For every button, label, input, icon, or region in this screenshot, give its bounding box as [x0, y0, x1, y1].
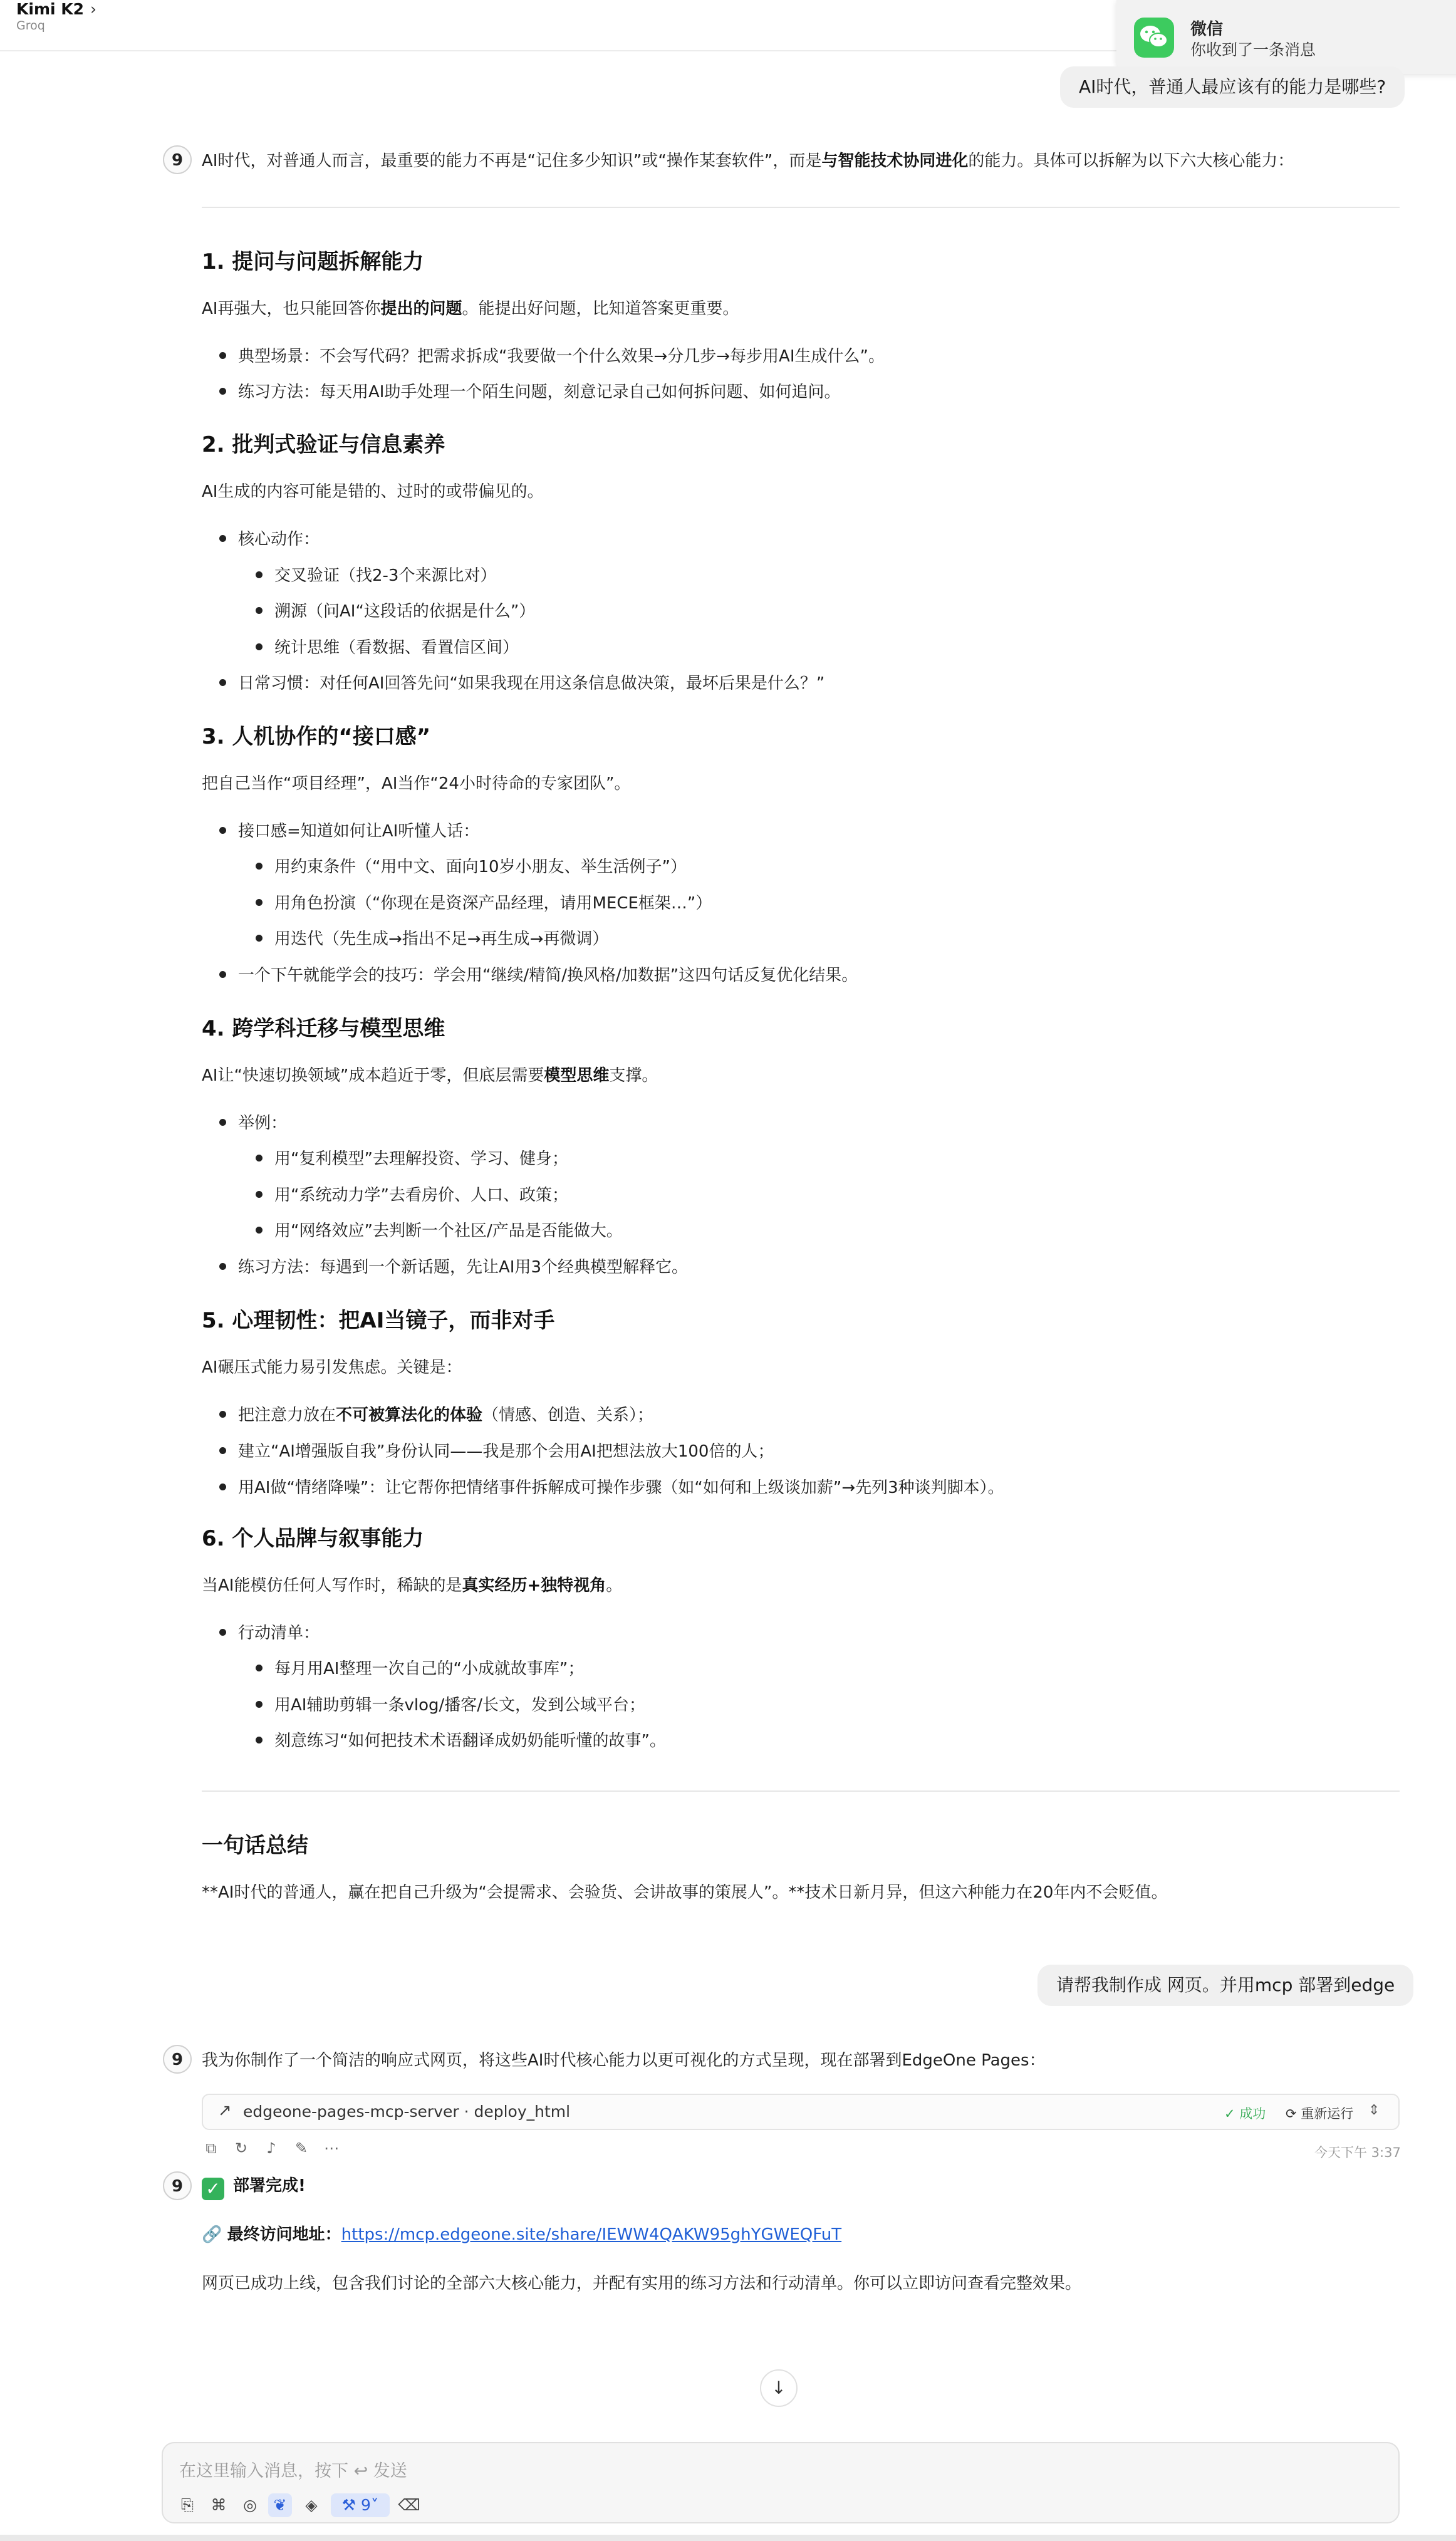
chevron-right-icon: ›: [90, 0, 97, 18]
list-item: 核心动作：: [238, 530, 320, 549]
hammer-icon: ⚒: [341, 2496, 361, 2514]
expand-toggle-icon[interactable]: ⇕: [1368, 2102, 1380, 2118]
chevron-down-icon: ˅: [370, 2496, 379, 2514]
list-item: 用AI做“情绪降噪”：让它帮你把情绪事件拆解成可操作步骤（如“如何和上级谈加薪”→先列3种谈判脚本）。: [238, 1478, 1004, 1497]
list-item: 练习方法：每遇到一个新话题，先让AI用3个经典模型解释它。: [238, 1258, 688, 1277]
wechat-icon: [1134, 18, 1174, 58]
model-name: Kimi K2: [16, 0, 85, 18]
user-message: AI时代，普通人最应该有的能力是哪些?: [1060, 66, 1405, 108]
more-icon[interactable]: ⋯: [324, 2139, 339, 2157]
copy-icon[interactable]: ⧉: [205, 2139, 217, 2157]
bullet: [256, 899, 263, 906]
section-heading: 6. 个人品牌与叙事能力: [202, 1526, 424, 1551]
sub-list-item: 每月用AI整理一次自己的“小成就故事库”；: [274, 1660, 585, 1678]
deploy-url-line: 🔗 最终访问地址：https://mcp.edgeone.site/share/IEWW4QAKW95ghYGWEQFuT: [202, 2225, 842, 2244]
assistant-avatar: 9: [163, 2045, 192, 2074]
summary-text: **AI时代的普通人，赢在把自己升级为“会提需求、会验货、会讲故事的策展人”。**技术日新月异，但这六种能力在20年内不会贬值。: [202, 1883, 1168, 1902]
bullet: [219, 1484, 226, 1490]
tool-call-name: edgeone-pages-mcp-server · deploy_html: [243, 2102, 571, 2121]
sub-list-item: 溯源（问AI“这段话的依据是什么”）: [274, 602, 536, 621]
bullet: [256, 571, 263, 578]
user-message: 请帮我制作成 网页。并用mcp 部署到edge: [1037, 1965, 1413, 2006]
bullet: [219, 388, 226, 395]
section-heading: 4. 跨学科迁移与模型思维: [202, 1016, 445, 1041]
arrow-down-icon: ↓: [771, 2377, 786, 2398]
check-icon: ✓: [202, 2178, 224, 2200]
bullet: [219, 971, 226, 978]
bullet: [219, 1411, 226, 1418]
sub-list-item: 用角色扮演（“你现在是资深产品经理，请用MECE框架…”）: [274, 894, 712, 913]
bullet: [219, 1263, 226, 1270]
notification-app: 微信: [1190, 20, 1224, 39]
sub-list-item: 统计思维（看数据、看置信区间）: [274, 638, 519, 657]
bullet: [256, 935, 263, 942]
link-icon: 🔗: [202, 2225, 227, 2244]
message-input[interactable]: 在这里输入消息，按下 ↩ 发送: [179, 2461, 407, 2481]
deploy-url-link[interactable]: https://mcp.edgeone.site/share/IEWW4QAKW95ghYGWEQFuT: [341, 2225, 842, 2244]
answer-intro: AI时代，对普通人而言，最重要的能力不再是“记住多少知识”或“操作某套软件”，而是与智能技术协同进化的能力。具体可以拆解为以下六大核心能力：: [202, 152, 1294, 170]
window-bottom-edge: [0, 2535, 1456, 2541]
list-item: 典型场景：不会写代码？把需求拆成“我要做一个什么效果→分几步→每步用AI生成什么”。: [238, 347, 885, 366]
divider: [202, 1790, 1400, 1792]
section-lead: AI碾压式能力易引发焦虑。关键是：: [202, 1358, 462, 1377]
sub-list-item: 刻意练习“如何把技术术语翻译成奶奶能听懂的故事”。: [274, 1732, 666, 1750]
sub-list-item: 用“网络效应”去判断一个社区/产品是否能做大。: [274, 1222, 623, 1240]
mcp-tools-button[interactable]: ⚒ 9˅: [331, 2493, 390, 2517]
bullet: [219, 679, 226, 686]
edit-icon[interactable]: ✎: [294, 2139, 308, 2157]
list-item: 一个下午就能学会的技巧：学会用“继续/精简/换风格/加数据”这四句话反复优化结果。: [238, 966, 858, 985]
section-heading: 2. 批判式验证与信息素养: [202, 432, 445, 457]
speaker-icon[interactable]: ♪: [266, 2139, 276, 2157]
sub-list-item: 用“系统动力学”去看房价、人口、政策；: [274, 1186, 568, 1205]
attach-icon[interactable]: ⎘: [180, 2496, 194, 2514]
message-composer[interactable]: [162, 2442, 1400, 2523]
section-heading: 1. 提问与问题拆解能力: [202, 249, 424, 274]
list-item: 建立“AI增强版自我”身份认同——我是那个会用AI把想法放大100倍的人；: [238, 1442, 774, 1461]
scroll-down-button[interactable]: [760, 2369, 798, 2407]
section-heading: 5. 心理韧性：把AI当镜子，而非对手: [202, 1308, 555, 1333]
wechat-notification[interactable]: [1116, 0, 1456, 74]
image-gen-icon[interactable]: ◈: [305, 2496, 318, 2514]
sub-list-item: 交叉验证（找2-3个来源比对）: [274, 566, 497, 585]
rerun-button[interactable]: ⟳ 重新运行: [1286, 2106, 1354, 2121]
list-item: 举例：: [238, 1114, 288, 1133]
sub-list-item: 用“复利模型”去理解投资、学习、健身；: [274, 1150, 568, 1168]
model-provider: Groq: [16, 19, 45, 33]
list-item: 接口感=知道如何让AI听懂人话：: [238, 822, 480, 841]
section-heading: 3. 人机协作的“接口感”: [202, 724, 431, 749]
bullet: [219, 827, 226, 834]
section-lead: AI生成的内容可能是错的、过时的或带偏见的。: [202, 482, 544, 501]
bullet: [256, 1227, 263, 1234]
command-icon[interactable]: ⌘: [211, 2496, 227, 2514]
sub-list-item: 用AI辅助剪辑一条vlog/播客/长文，发到公域平台；: [274, 1696, 645, 1715]
bullet: [256, 643, 263, 650]
summary-heading: 一句话总结: [202, 1833, 308, 1858]
list-item: 日常习惯：对任何AI回答先问“如果我现在用这条信息做决策，最坏后果是什么？”: [238, 674, 825, 693]
bullet: [219, 352, 226, 359]
bullet: [256, 1191, 263, 1198]
notification-message: 你收到了一条消息: [1190, 41, 1316, 59]
tool-status-success: ✓ 成功: [1224, 2106, 1266, 2121]
section-lead: AI让“快速切换领域”成本趋近于零，但底层需要模型思维支撑。: [202, 1066, 658, 1085]
deploy-done-line: ✓ 部署完成!: [202, 2173, 306, 2200]
reply-text: 我为你制作了一个简洁的响应式网页，将这些AI时代核心能力以更可视化的方式呈现，现在部署到EdgeOne Pages：: [202, 2051, 1046, 2070]
section-lead: AI再强大，也只能回答你提出的问题。能提出好问题，比知道答案更重要。: [202, 299, 739, 318]
assistant-avatar: 9: [163, 145, 192, 174]
bullet: [256, 1155, 263, 1161]
tool-call-card[interactable]: [202, 2094, 1400, 2130]
bullet: [256, 1665, 263, 1671]
web-search-icon[interactable]: ◎: [243, 2496, 257, 2514]
regenerate-icon[interactable]: ↻: [234, 2139, 248, 2157]
section-lead: 当AI能模仿任何人写作时，稀缺的是真实经历+独特视角。: [202, 1576, 623, 1595]
refresh-icon: ⟳: [1286, 2106, 1301, 2121]
bullet: [256, 607, 263, 614]
bullet: [256, 863, 263, 870]
bullet: [256, 1737, 263, 1743]
bullet: [219, 1447, 226, 1454]
model-selector[interactable]: [16, 0, 96, 18]
sub-list-item: 用迭代（先生成→指出不足→再生成→再微调）: [274, 930, 609, 948]
list-item: 把注意力放在不可被算法化的体验（情感、创造、关系）；: [238, 1406, 654, 1425]
list-item: 行动清单：: [238, 1624, 320, 1643]
sub-list-item: 用约束条件（“用中文、面向10岁小朋友、举生活例子”）: [274, 858, 687, 876]
bullet: [219, 1119, 226, 1126]
divider: [202, 207, 1400, 208]
bullet: [219, 535, 226, 542]
section-lead: 把自己当作“项目经理”，AI当作“24小时待命的专家团队”。: [202, 774, 631, 793]
leaf-icon[interactable]: ❦: [268, 2493, 292, 2517]
list-item: 练习方法：每天用AI助手处理一个陌生问题，刻意记录自己如何拆问题、如何追问。: [238, 383, 841, 402]
bullet: [256, 1701, 263, 1708]
message-timestamp: 今天下午 3:37: [1314, 2145, 1401, 2160]
assistant-avatar: 9: [163, 2171, 192, 2200]
reply-text: 网页已成功上线，包含我们讨论的全部六大核心能力，并配有实用的练习方法和行动清单。你可以立即访问查看完整效果。: [202, 2274, 1082, 2293]
bullet: [219, 1629, 226, 1636]
eraser-icon[interactable]: ⌫: [398, 2496, 420, 2514]
wrench-icon: ↗: [218, 2101, 232, 2120]
